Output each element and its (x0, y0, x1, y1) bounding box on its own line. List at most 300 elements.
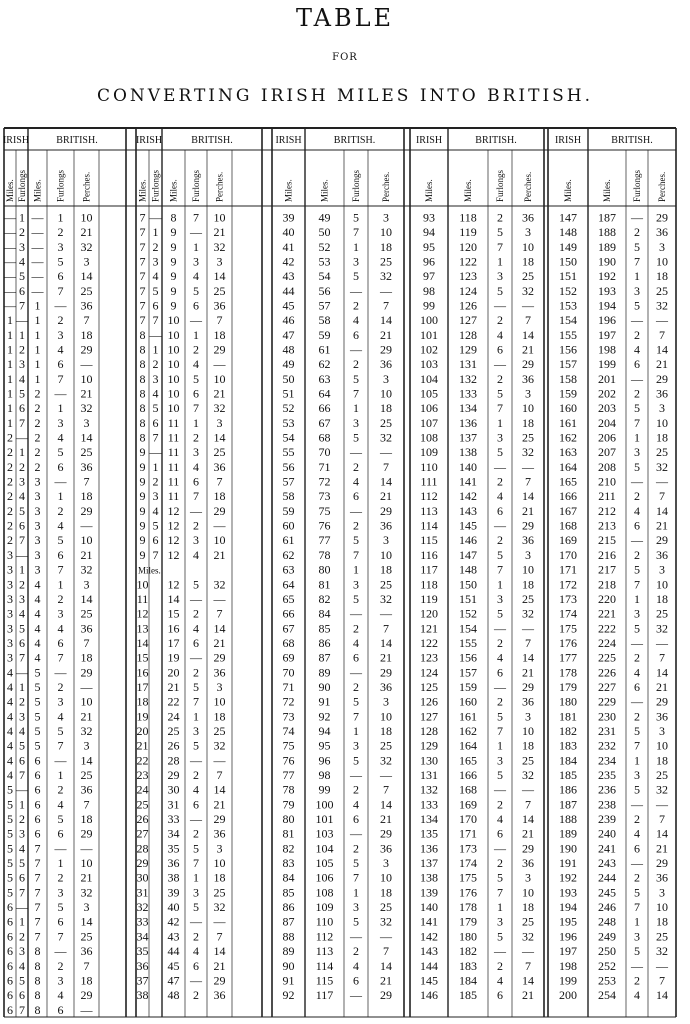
table-cell: 18 (380, 723, 392, 738)
table-cell: — (190, 503, 202, 518)
table-cell: 3 (57, 327, 64, 342)
table-cell: 14 (656, 826, 668, 841)
column-header-miles: Miles. (563, 179, 573, 202)
table-cell: 138 (420, 870, 438, 885)
table-cell: 29 (380, 665, 392, 680)
table-cell: 18 (656, 430, 668, 445)
table-cell: 29 (80, 665, 93, 680)
british-header: BRITISH. (475, 135, 517, 146)
table-cell: 164 (459, 738, 477, 753)
table-cell: 9 (139, 445, 146, 460)
table-cell: 23 (136, 768, 149, 783)
table-cell: 6 (7, 900, 13, 915)
table-cell: 26 (167, 738, 180, 753)
table-cell: 148 (559, 225, 577, 240)
table-cell: 22 (136, 753, 149, 768)
table-cell: 174 (459, 856, 477, 871)
table-cell: 108 (315, 885, 334, 900)
table-cell: 3 (19, 357, 25, 372)
table-cell: 9 (170, 269, 177, 284)
table-cell: — (656, 474, 668, 489)
table-cell: 32 (380, 430, 392, 445)
table-cell: 5 (634, 401, 640, 416)
table-cell: 36 (213, 988, 226, 1003)
table-cell: 4 (19, 254, 25, 269)
table-cell: 159 (559, 386, 577, 401)
table-cell: 6 (7, 988, 13, 1003)
table-cell: — (190, 591, 202, 606)
table-cell: 5 (497, 445, 503, 460)
column-header-furlongs: Furlongs (191, 169, 201, 202)
table-cell: 2 (497, 856, 503, 871)
table-cell: 18 (213, 709, 226, 724)
table-cell: 7 (659, 973, 665, 988)
table-cell: 5 (353, 430, 359, 445)
british-header: BRITISH. (333, 135, 376, 146)
table-cell: 73 (282, 709, 295, 724)
british-header: BRITISH. (191, 135, 233, 146)
table-cell: 5 (57, 723, 64, 738)
table-cell: 110 (315, 914, 334, 929)
table-cell: 1 (34, 298, 41, 313)
table-cell: — (631, 797, 643, 812)
table-cell: 128 (459, 327, 477, 342)
table-cell: 83 (282, 856, 295, 871)
table-cell: 5 (353, 694, 359, 709)
table-cell: 3 (19, 944, 25, 959)
table-cell: 133 (459, 386, 477, 401)
table-cell: 248 (598, 914, 616, 929)
table-cell: 3 (83, 415, 90, 430)
table-cell: 116 (420, 547, 438, 562)
table-cell: — (631, 210, 643, 225)
table-cell: 99 (423, 298, 435, 313)
table-cell: 115 (420, 533, 438, 548)
table-cell: 32 (380, 269, 392, 284)
column-header-perches: Perches. (523, 171, 533, 202)
table-cell: 30 (136, 870, 149, 885)
table-cell: 48 (167, 988, 180, 1003)
table-cell: 1 (19, 445, 25, 460)
table-cell: 144 (420, 958, 438, 973)
table-cell: 1 (19, 562, 25, 577)
table-cell: 1 (19, 679, 25, 694)
table-cell: 123 (459, 269, 477, 284)
table-cell: 25 (213, 445, 226, 460)
table-cell: 1 (57, 768, 64, 783)
table-cell: 145 (420, 973, 438, 988)
table-cell: 4 (193, 269, 199, 284)
table-cell: 3 (216, 415, 223, 430)
table-cell: 4 (7, 768, 13, 783)
table-cell: 56 (282, 459, 295, 474)
table-cell: 82 (282, 841, 295, 856)
table-cell: 32 (213, 239, 226, 254)
table-cell: 5 (634, 782, 640, 797)
table-cell: 185 (559, 768, 577, 783)
table-cell: 197 (598, 327, 616, 342)
table-cell: 7 (497, 885, 503, 900)
table-cell: 4 (152, 386, 159, 401)
table-cell: 65 (282, 591, 295, 606)
table-cell: 82 (318, 591, 331, 606)
table-cell: 7 (383, 944, 389, 959)
table-cell: 14 (656, 503, 668, 518)
table-cell: 59 (318, 327, 331, 342)
table-cell: 1 (19, 327, 25, 342)
table-cell: 200 (559, 988, 577, 1003)
table-cell: 3 (7, 547, 13, 562)
table-cell: 3 (659, 239, 665, 254)
table-cell: 5 (7, 826, 13, 841)
table-cell: 2 (34, 459, 41, 474)
table-cell: 149 (559, 239, 577, 254)
table-cell: 16 (167, 621, 180, 636)
table-cell: 32 (380, 914, 392, 929)
table-cell: 3 (497, 914, 503, 929)
table-cell: 98 (423, 283, 435, 298)
table-cell: 71 (282, 679, 295, 694)
table-cell: 10 (213, 371, 226, 386)
table-cell: 2 (193, 929, 199, 944)
table-cell: 171 (559, 562, 577, 577)
table-cell: 10 (80, 210, 93, 225)
table-cell: — (80, 679, 93, 694)
table-cell: 7 (19, 885, 25, 900)
table-cell: 2 (634, 547, 640, 562)
table-cell: 10 (656, 900, 668, 915)
table-cell: 3 (525, 870, 531, 885)
table-cell: 4 (57, 518, 64, 533)
table-cell: 5 (19, 621, 25, 636)
table-cell: 106 (420, 401, 438, 416)
table-cell: 7 (634, 738, 640, 753)
table-cell: 2 (634, 650, 640, 665)
table-cell: 3 (659, 723, 665, 738)
table-cell: 2 (497, 958, 503, 973)
table-cell: 126 (420, 694, 438, 709)
table-cell: 36 (522, 694, 534, 709)
column-header-perches: Perches. (81, 171, 92, 202)
table-cell: 25 (136, 797, 149, 812)
column-header-furlongs: Furlongs (17, 169, 27, 202)
table-cell: 9 (139, 489, 146, 504)
table-cell: 198 (598, 342, 616, 357)
table-cell: 1 (7, 386, 13, 401)
table-cell: 11 (136, 591, 149, 606)
table-cell: 21 (213, 797, 226, 812)
table-cell: 221 (598, 606, 616, 621)
table-cell: 120 (420, 606, 438, 621)
table-cell: 6 (19, 518, 25, 533)
table-cell: 4 (7, 679, 13, 694)
table-cell: 2 (193, 430, 199, 445)
table-cell: 189 (598, 239, 616, 254)
table-cell: 21 (167, 679, 180, 694)
table-cell: 7 (497, 562, 503, 577)
table-cell: 21 (213, 386, 226, 401)
table-cell: 81 (318, 577, 331, 592)
table-cell: — (631, 313, 643, 328)
table-cell: 18 (656, 753, 668, 768)
table-cell: 1 (634, 269, 640, 284)
table-cell: 3 (57, 885, 64, 900)
table-cell: 9 (170, 239, 177, 254)
table-cell: 4 (497, 327, 503, 342)
table-cell: 42 (167, 914, 180, 929)
table-cell: 1 (497, 415, 503, 430)
table-cell: 143 (420, 944, 438, 959)
table-cell: — (190, 914, 202, 929)
table-cell: 1 (57, 577, 64, 592)
table-cell: 62 (282, 547, 295, 562)
table-cell: 4 (353, 313, 359, 328)
table-cell: 5 (193, 738, 199, 753)
table-cell: 7 (353, 386, 359, 401)
table-cell: 10 (167, 313, 180, 328)
table-cell: 7 (83, 797, 90, 812)
table-cell: 59 (282, 503, 295, 518)
table-cell: 7 (139, 269, 146, 284)
table-cell: 10 (213, 694, 226, 709)
table-cell: 245 (598, 885, 616, 900)
table-cell: 5 (7, 870, 13, 885)
table-cell: 7 (139, 298, 146, 313)
british-header: BRITISH. (56, 135, 98, 146)
table-cell: 52 (282, 401, 295, 416)
table-cell: 3 (19, 709, 25, 724)
table-cell: 33 (167, 812, 180, 827)
table-cell: 14 (213, 269, 226, 284)
table-cell: 18 (80, 489, 93, 504)
table-cell: 41 (282, 239, 295, 254)
table-cell: 2 (34, 386, 41, 401)
table-cell: 10 (167, 342, 180, 357)
table-cell: 7 (139, 254, 146, 269)
table-cell: 58 (318, 313, 331, 328)
table-cell: 5 (152, 401, 159, 416)
table-cell: 18 (522, 415, 534, 430)
table-cell: 194 (559, 900, 577, 915)
table-cell: 5 (634, 298, 640, 313)
table-cell: 3 (7, 621, 13, 636)
table-cell: 18 (80, 650, 93, 665)
table-cell: 2 (634, 709, 640, 724)
table-cell: 1 (34, 313, 41, 328)
table-cell: 2 (193, 988, 199, 1003)
table-cell: 14 (80, 269, 93, 284)
table-cell: 246 (598, 900, 616, 915)
table-cell: 2 (634, 973, 640, 988)
table-cell: 7 (216, 606, 223, 621)
table-cell: 6 (57, 1002, 64, 1017)
table-cell: 8 (34, 1002, 41, 1017)
table-cell: 57 (318, 298, 331, 313)
irish-header: IRISH (275, 135, 302, 146)
table-cell: 25 (380, 738, 392, 753)
table-cell: 36 (167, 856, 180, 871)
table-cell: 1 (7, 357, 13, 372)
table-cell: 174 (559, 606, 577, 621)
table-cell: 36 (656, 547, 668, 562)
table-cell: 47 (167, 973, 180, 988)
table-cell: 7 (193, 694, 199, 709)
table-cell: 3 (7, 650, 13, 665)
table-cell: 89 (282, 944, 295, 959)
table-cell: 217 (598, 562, 616, 577)
table-cell: 207 (598, 445, 616, 460)
table-cell: 146 (420, 988, 438, 1003)
table-cell: 2 (497, 371, 503, 386)
column-header-miles: Miles. (32, 179, 43, 202)
table-cell: 32 (656, 782, 668, 797)
table-cell: 124 (420, 665, 438, 680)
table-cell: 136 (459, 415, 477, 430)
table-cell: 29 (656, 210, 668, 225)
table-cell: 3 (193, 254, 199, 269)
table-cell: 136 (420, 841, 438, 856)
table-cell: 7 (383, 782, 389, 797)
table-cell: 29 (136, 856, 149, 871)
table-cell: 168 (459, 782, 477, 797)
table-cell: 24 (136, 782, 149, 797)
table-cell: 2 (19, 225, 25, 240)
table-cell: 4 (7, 709, 13, 724)
table-cell: — (380, 445, 392, 460)
table-cell: 21 (136, 738, 149, 753)
table-cell: 21 (213, 547, 226, 562)
table-cell: — (522, 782, 534, 797)
table-cell: 5 (497, 768, 503, 783)
table-cell: 5 (634, 459, 640, 474)
table-cell: 7 (57, 929, 64, 944)
table-cell: 25 (656, 606, 668, 621)
table-cell: 91 (282, 973, 295, 988)
table-cell: — (631, 635, 643, 650)
table-cell: 170 (459, 812, 477, 827)
table-cell: 6 (193, 958, 199, 973)
table-cell: 6 (353, 489, 359, 504)
table-cell: — (54, 474, 67, 489)
table-cell: 14 (80, 591, 93, 606)
table-cell: 14 (522, 812, 534, 827)
table-cell: 3 (193, 445, 199, 460)
table-cell: 5 (353, 371, 359, 386)
table-cell: 2 (634, 489, 640, 504)
table-cell: 2 (634, 327, 640, 342)
table-cell: — (494, 518, 506, 533)
table-cell: 4 (19, 606, 25, 621)
table-cell: 99 (318, 782, 331, 797)
table-cell: 5 (19, 269, 25, 284)
table-cell: 10 (80, 533, 93, 548)
table-cell: 5 (7, 812, 13, 827)
table-cell: 177 (559, 650, 577, 665)
table-cell: — (149, 210, 162, 225)
table-cell: 231 (598, 723, 616, 738)
table-cell: 5 (19, 856, 25, 871)
table-cell: 4 (353, 797, 359, 812)
table-cell: — (494, 459, 506, 474)
table-cell: 1 (353, 885, 359, 900)
table-cell: 152 (559, 283, 577, 298)
table-cell: 6 (634, 357, 640, 372)
table-cell: 6 (7, 929, 13, 944)
table-cell: 132 (459, 371, 477, 386)
table-cell: 10 (80, 856, 93, 871)
table-cell: 42 (282, 254, 295, 269)
table-cell: 29 (213, 650, 226, 665)
table-cell: 21 (656, 679, 668, 694)
table-cell: 5 (497, 225, 503, 240)
table-cell: 40 (167, 900, 180, 915)
table-cell: 29 (213, 503, 226, 518)
table-cell: 1 (152, 459, 159, 474)
table-cell: 249 (598, 929, 616, 944)
table-cell: 100 (315, 797, 334, 812)
table-cell: 1 (193, 415, 199, 430)
table-cell: 14 (213, 782, 226, 797)
table-cell: 1 (19, 210, 25, 225)
table-cell: 5 (497, 709, 503, 724)
table-cell: — (213, 591, 226, 606)
table-cell: 2 (497, 797, 503, 812)
table-cell: 1 (34, 342, 41, 357)
table-cell: 56 (318, 283, 331, 298)
table-cell: 7 (383, 298, 389, 313)
table-cell: 2 (497, 313, 503, 328)
table-cell: 80 (318, 562, 331, 577)
table-cell: 7 (139, 210, 146, 225)
table-cell: 1 (193, 709, 199, 724)
table-cell: 137 (420, 856, 438, 871)
table-cell: 2 (7, 445, 13, 460)
table-cell: 63 (282, 562, 295, 577)
table-cell: 29 (380, 988, 392, 1003)
table-cell: 3 (34, 518, 41, 533)
table-cell: 8 (139, 401, 146, 416)
table-cell: 17 (136, 679, 149, 694)
table-cell: 196 (598, 313, 616, 328)
table-cell: 224 (598, 635, 616, 650)
table-cell: 69 (282, 650, 295, 665)
table-cell: 21 (80, 225, 93, 240)
table-cell: 4 (57, 988, 64, 1003)
table-cell: 3 (634, 768, 640, 783)
table-cell: 204 (598, 415, 616, 430)
table-cell: 10 (167, 357, 180, 372)
table-cell: 14 (656, 342, 668, 357)
table-cell: 185 (459, 988, 477, 1003)
table-cell: 14 (380, 635, 392, 650)
table-cell: 29 (656, 371, 668, 386)
table-cell: 104 (315, 841, 334, 856)
table-cell: — (54, 298, 67, 313)
table-cell: 85 (318, 621, 331, 636)
table-cell: 3 (83, 738, 90, 753)
table-cell: 147 (459, 547, 477, 562)
table-cell: 226 (598, 665, 616, 680)
table-cell: 252 (598, 958, 616, 973)
table-cell: 52 (318, 239, 331, 254)
table-cell: — (16, 547, 28, 562)
table-cell: 54 (282, 430, 295, 445)
table-cell: 133 (420, 797, 438, 812)
table-cell: 2 (152, 474, 159, 489)
table-cell: 7 (216, 474, 223, 489)
table-cell: 3 (353, 900, 359, 915)
table-cell: 145 (459, 518, 477, 533)
